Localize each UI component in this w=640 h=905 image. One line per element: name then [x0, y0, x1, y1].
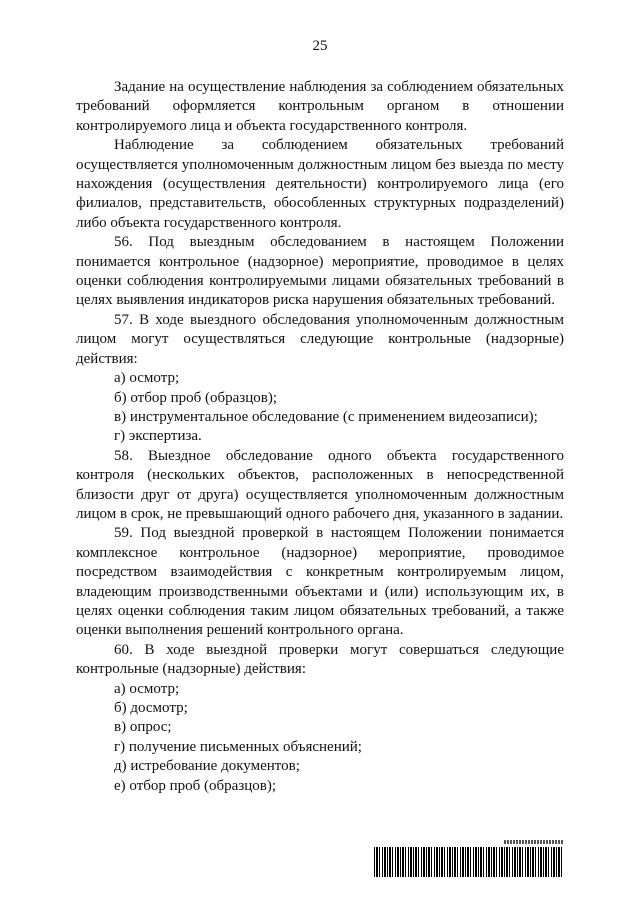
- list-item-57-g: г) экспертиза.: [114, 428, 202, 445]
- list-item-60-a: а) осмотр;: [114, 680, 180, 697]
- paragraph-observation: Наблюдение за соблюдением обязательных требований осуществляется уполномоченным должностным лицом без выезда по месту нахождения (осуществления деятельности) контролируемого лица (его филиалов, представительств, обособленных структурных подразделений) либо объекта государственного контроля.: [76, 137, 564, 231]
- barcode-icon: [374, 847, 564, 877]
- list-item-60-g: г) получение письменных объяснений;: [114, 738, 362, 755]
- list-item-57-b: б) отбор проб (образцов);: [114, 389, 278, 406]
- paragraph-observation-task: Задание на осуществление наблюдения за соблюдением обязательных требований оформляется контрольным органом в отношении контролируемого лица и объекта государственного контроля.: [76, 79, 564, 134]
- paragraph-58: 58. Выездное обследование одного объекта государственного контроля (нескольких объектов, расположенных в непосредственной близости друг от друга) осуществляется уполномоченным должностным лицом в срок, не превышающий одного рабочего дня, указанного в задании.: [76, 447, 564, 522]
- paragraph-56: 56. Под выездным обследованием в настоящем Положении понимается контрольное (надзорное) мероприятие, проводимое в целях оценки соблюдения контролируемыми лицами обязательных требований в целях выявления индикаторов риска нарушения обязательных требований.: [76, 234, 564, 309]
- list-item-60-e: е) отбор проб (образцов);: [114, 777, 277, 794]
- list-item-60-b: б) досмотр;: [114, 700, 188, 716]
- document-body: [76, 78, 564, 796]
- paragraph-59: 59. Под выездной проверкой в настоящем Положении понимается комплексное контрольное (надзорное) мероприятие, проводимое посредством взаимодействия с конкретным контролируемым лицом, владеющим производственными объектами и (или) использующим их, в целях оценки соблюдения таким лицом обязательных требований, а также оценки выполнения решений контрольного органа.: [76, 525, 564, 639]
- page-number: 25: [312, 38, 328, 54]
- list-item-60-v: в) опрос;: [114, 719, 172, 736]
- barcode-block: [374, 840, 564, 878]
- paragraph-57: 57. В ходе выездного обследования уполномоченным должностным лицом могут осуществляться следующие контрольные (надзорные) действия:: [76, 311, 564, 367]
- list-item-57-a: а) осмотр;: [114, 370, 180, 387]
- barcode-caption: [504, 840, 564, 844]
- list-item-60-d: д) истребование документов;: [114, 758, 300, 775]
- paragraph-60: 60. В ходе выездной проверки могут совершаться следующие контрольные (надзорные) действия:: [76, 641, 564, 678]
- list-item-57-v: в) инструментальное обследование (с применением видеозаписи);: [114, 408, 538, 425]
